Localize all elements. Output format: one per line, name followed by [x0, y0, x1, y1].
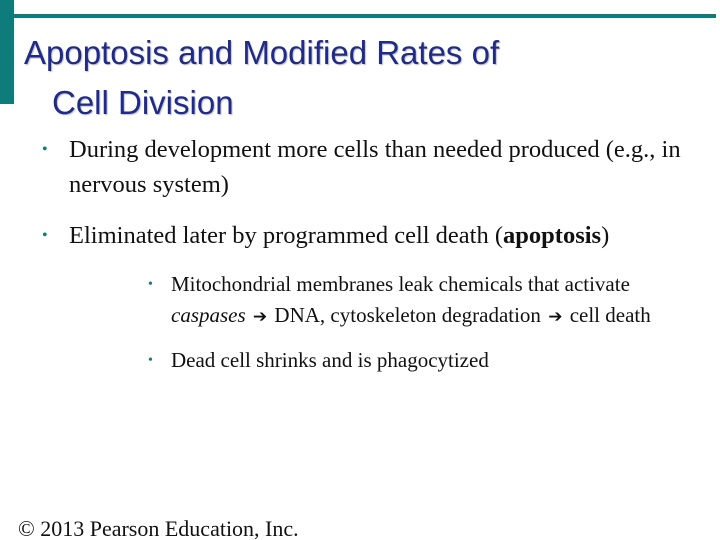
bullet-dot-icon: • — [148, 277, 153, 292]
apoptosis-term: apoptosis — [503, 222, 602, 249]
sub-bullet-text-before: Mitochondrial membranes leak chemicals that activate — [171, 272, 630, 296]
sub-bullet-part-2: DNA, cytoskeleton degradation — [269, 303, 547, 327]
bullet-item-development — [0, 132, 720, 202]
bullet-list — [0, 132, 720, 392]
sub-bullet-item-dead-cell — [69, 345, 700, 376]
bullet-text-after: ) — [601, 222, 610, 249]
sub-bullet-item-mitochondria — [69, 269, 700, 333]
bullet-dot-icon: • — [148, 353, 153, 368]
accent-bar-top — [0, 14, 716, 18]
bullet-text: During development more cells than needed produced (e.g., in nervous system) — [69, 136, 681, 198]
copyright-footer: © 2013 Pearson Education, Inc. — [18, 516, 299, 540]
bullet-dot-icon: • — [42, 141, 48, 158]
arrow-right-icon: ➔ — [252, 307, 268, 327]
sub-bullet-list — [69, 269, 700, 376]
bullet-dot-icon: • — [42, 227, 48, 244]
title-line-2: Cell Division — [52, 83, 234, 121]
title-line-1: Apoptosis and Modified Rates of — [24, 34, 500, 71]
slide-title — [24, 28, 704, 127]
caspases-term: caspases — [171, 303, 246, 327]
sub-bullet-part-3: cell death — [564, 303, 651, 327]
sub-bullet-text: Dead cell shrinks and is phagocytized — [171, 348, 489, 372]
arrow-right-icon: ➔ — [548, 307, 563, 327]
bullet-text-before: Eliminated later by programmed cell death ( — [69, 222, 504, 249]
bullet-item-apoptosis — [0, 218, 720, 376]
